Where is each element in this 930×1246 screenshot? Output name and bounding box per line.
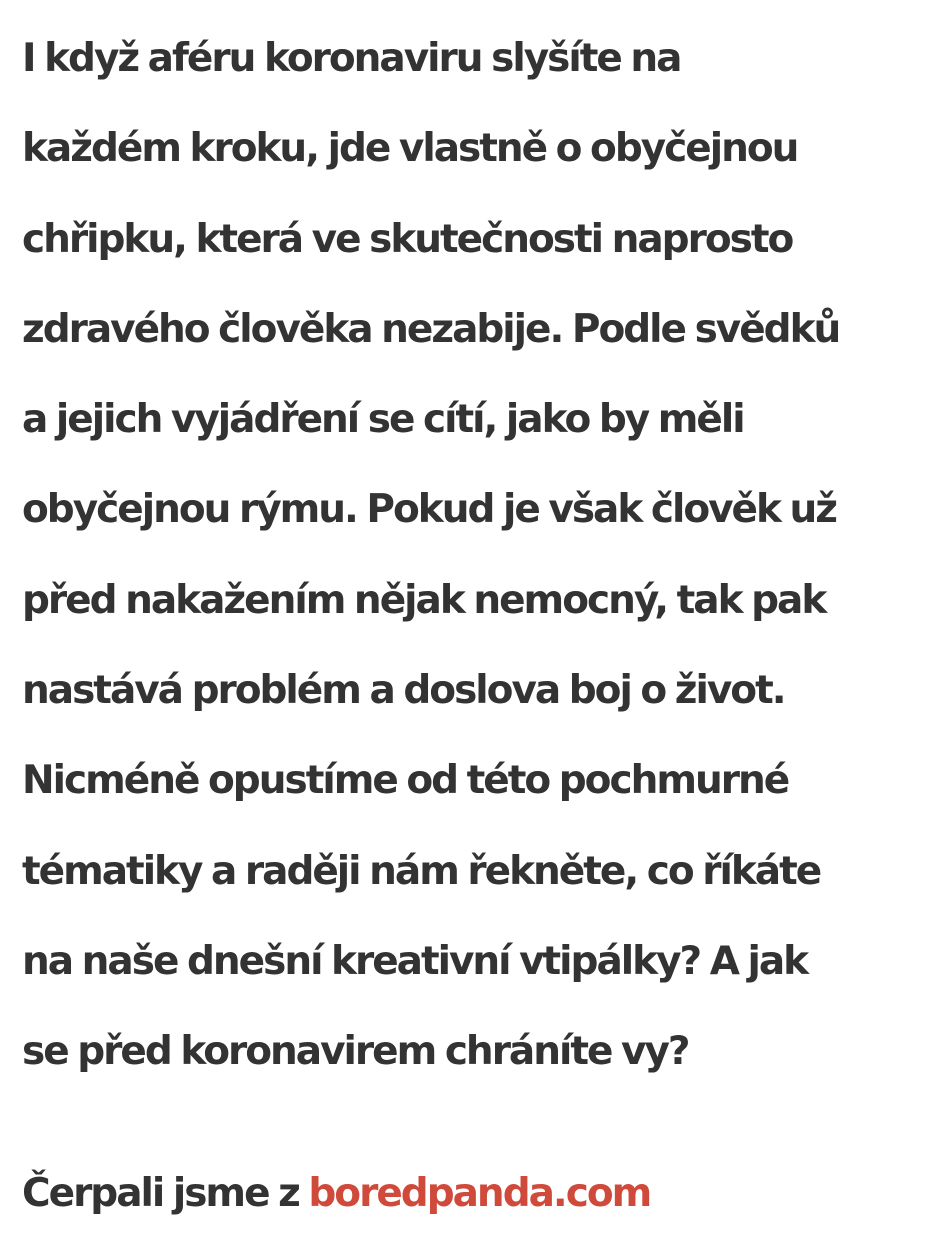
article-body [22,0,922,1098]
paragraph-line: Nicméně opustíme od této pochmurné [22,758,789,804]
paragraph-line: a jejich vyjádření se cítí, jako by měli [22,397,744,443]
source-prefix: Čerpali jsme z [22,1171,309,1216]
paragraph-line: na naše dnešní kreativní vtipálky? A jak [22,938,808,984]
paragraph-line: se před koronavirem chráníte vy? [22,1029,689,1075]
paragraph-line: I když aféru koronaviru slyšíte na [22,36,681,81]
source-credit [22,1149,650,1239]
paragraph-line: nastává problém a doslova boj o život. [22,668,785,714]
paragraph-line: chřipku, která ve skutečnosti naprosto [22,216,793,262]
paragraph-line: tématiky a raději nám řekněte, co říkáte [22,848,821,894]
article-paragraph [22,0,922,1098]
paragraph-line: každém kroku, jde vlastně o obyčejnou [22,126,798,172]
paragraph-line: zdravého člověka nezabije. Podle svědků [22,306,840,352]
paragraph-line: před nakažením nějak nemocný, tak pak [22,577,826,623]
source-link[interactable]: boredpanda.com [308,1171,651,1216]
paragraph-line: obyčejnou rýmu. Pokud je však člověk už [22,487,836,533]
